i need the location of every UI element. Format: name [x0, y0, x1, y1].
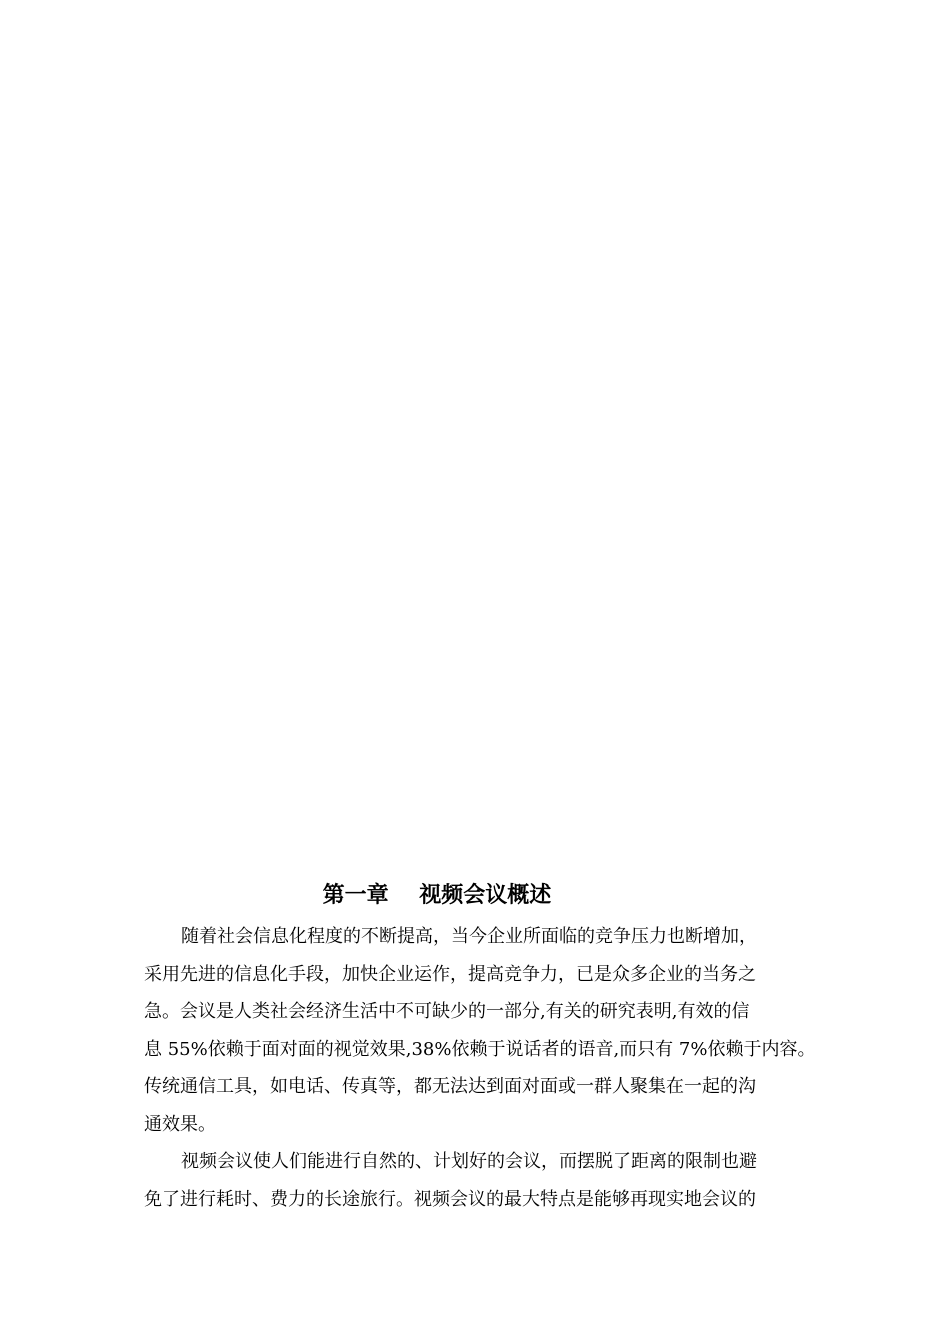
paragraph-2	[144, 1143, 824, 1218]
text-line: 随着社会信息化程度的不断提高，当今企业所面临的竞争压力也断增加，	[181, 926, 757, 947]
text-line: 通效果。	[144, 1113, 216, 1135]
text-line: 视频会议使人们能进行自然的、计划好的会议，而摆脱了距离的限制也避	[181, 1151, 757, 1172]
text-line: 传统通信工具，如电话、传真等，都无法达到面对面或一群人聚集在一起的沟	[144, 1076, 756, 1097]
body-text	[144, 918, 824, 1218]
paragraph-1	[144, 918, 824, 1143]
text-line: 急。会议是人类社会经济生活中不可缺少的一部分,有关的研究表明,有效的信	[144, 1001, 750, 1022]
text-line: 息 55%依赖于面对面的视觉效果,38%依赖于说话者的语音,而只有 7%依赖于内容。	[144, 1038, 816, 1060]
chapter-title: 第一章 视频会议概述	[322, 883, 552, 908]
text-line: 采用先进的信息化手段，加快企业运作，提高竞争力，已是众多企业的当务之	[144, 963, 756, 985]
text-line: 免了进行耗时、费力的长途旅行。视频会议的最大特点是能够再现实地会议的	[144, 1188, 756, 1210]
